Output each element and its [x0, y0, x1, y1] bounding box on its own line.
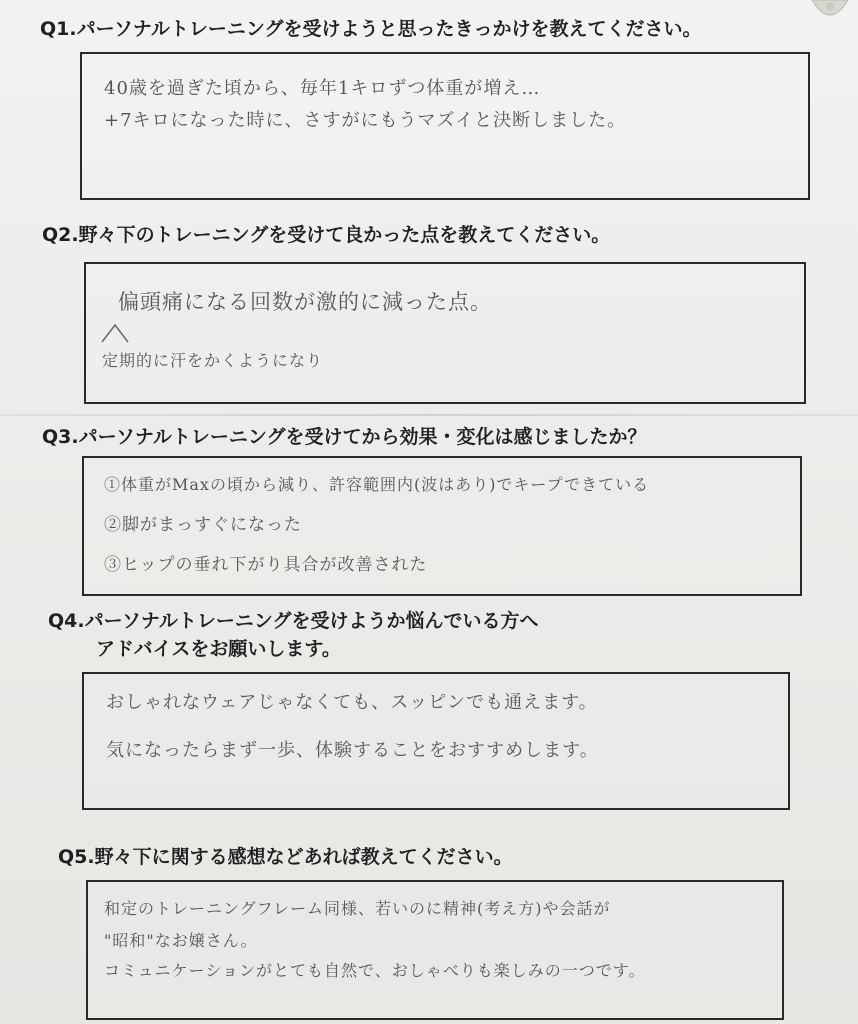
answer-box-1	[80, 52, 810, 200]
answer-4-line-1: おしゃれなウェアじゃなくても、スッピンでも通えます。	[106, 692, 598, 713]
answer-box-5	[86, 880, 784, 1020]
page-corner-mark	[810, 0, 850, 26]
answer-2-line-1: 偏頭痛になる回数が激的に減った点。	[118, 290, 492, 314]
answer-3-line-3: ③ヒップの垂れ下がり具合が改善された	[104, 555, 428, 575]
answer-box-2	[84, 262, 806, 404]
answer-1-line-1: 40歳を過ぎた頃から、毎年1キロずつ体重が増え…	[104, 78, 541, 99]
answer-5-line-1: 和定のトレーニングフレーム同様、若いのに精神(考え方)や会話が	[104, 899, 611, 918]
answer-3-line-2: ②脚がまっすぐになった	[104, 515, 302, 535]
answer-2-line-2: 定期的に汗をかくようになり	[102, 351, 324, 370]
question-4-line-2: アドバイスをお願いします。	[96, 638, 341, 660]
question-4-line-1: Q4.パーソナルトレーニングを受けようか悩んでいる方へ	[48, 610, 539, 632]
question-5: Q5.野々下に関する感想などあれば教えてください。	[58, 846, 513, 868]
answer-5-line-3: コミュニケーションがとても自然で、おしゃべりも楽しみの一つです。	[104, 961, 646, 980]
paper-fold-line	[0, 414, 858, 416]
answer-1-line-2: +7キロになった時に、さすがにもうマズイと決断しました。	[104, 110, 627, 131]
answer-box-3	[82, 456, 802, 596]
question-1: Q1.パーソナルトレーニングを受けようと思ったきっかけを教えてください。	[40, 18, 702, 40]
answer-5-line-2: "昭和"なお嬢さん。	[104, 931, 258, 950]
question-2: Q2.野々下のトレーニングを受けて良かった点を教えてください。	[42, 224, 611, 246]
answer-4-line-2: 気になったらまず一歩、体験することをおすすめします。	[106, 740, 599, 761]
question-3: Q3.パーソナルトレーニングを受けてから効果・変化は感じましたか？	[42, 426, 647, 448]
insertion-caret-mark	[100, 322, 130, 344]
answer-3-line-1: ①体重がMaxの頃から減り、許容範囲内(波はあり)でキープできている	[104, 475, 650, 494]
answer-box-4	[82, 672, 790, 810]
